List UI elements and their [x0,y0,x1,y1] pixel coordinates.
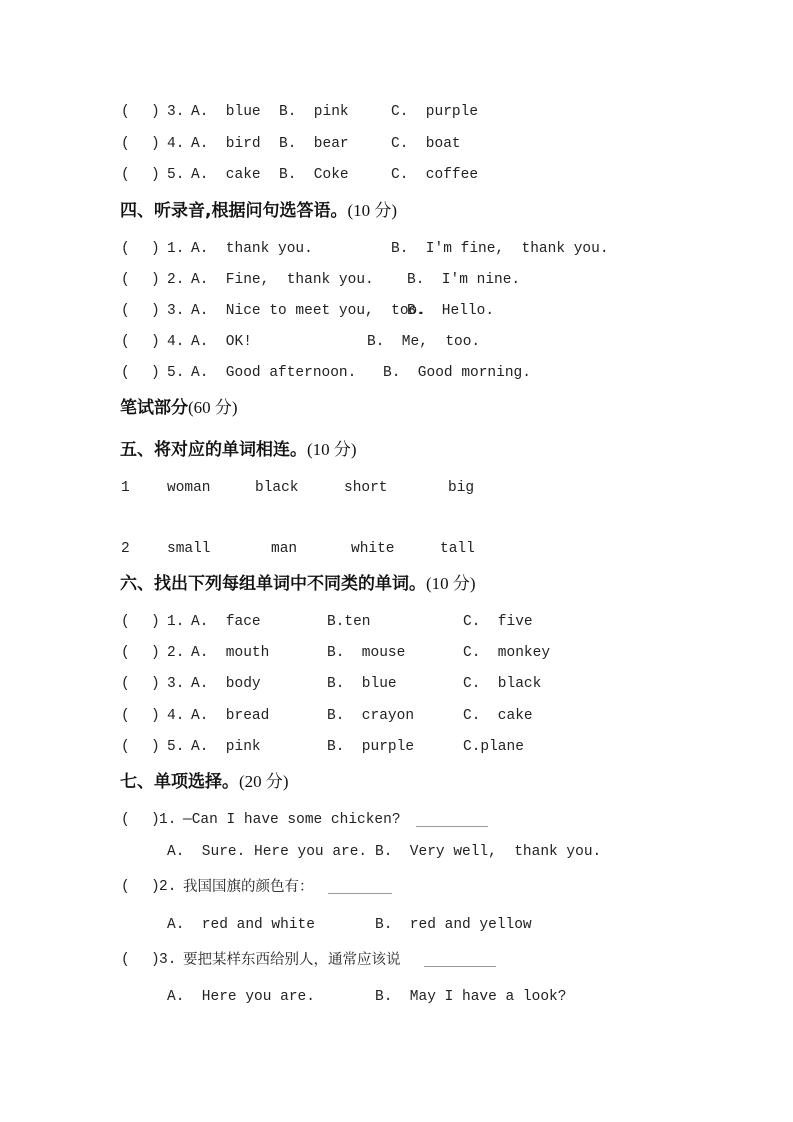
answer-paren-close: ) [151,334,160,350]
option-a: A. blue [191,104,261,120]
answer-paren-close: ) [151,879,160,895]
question-number: 2. [167,272,185,288]
answer-blank[interactable] [416,812,488,827]
answer-paren-close: ) [151,676,160,692]
question-number: 4. [167,708,185,724]
option-a: A. cake [191,167,261,183]
section-heading [120,200,397,222]
option-a: A. mouth [191,645,270,661]
answer-paren-open: ( [121,303,130,319]
answer-paren-close: ) [151,812,160,828]
question-number: 5. [167,167,185,183]
question-number: 4. [167,334,185,350]
option-c: C. cake [463,708,533,724]
answer-paren-close: ) [151,708,160,724]
answer-paren-open: ( [121,136,130,152]
part-title: 笔试部分 [120,398,188,418]
answer-paren-close: ) [151,241,160,257]
option-a: A. Good afternoon. [191,365,357,381]
answer-paren-close: ) [151,272,160,288]
row-number: 1 [121,480,130,496]
section-points: (10 分) [347,201,398,220]
option-b: B. I'm nine. [407,272,521,288]
option-b: B. mouse [327,645,406,661]
row-number: 2 [121,541,130,557]
option-b: B. bear [279,136,349,152]
option-a: A. OK! [191,334,252,350]
written-part-heading [120,397,238,419]
question-number: 4. [167,136,185,152]
answer-paren-close: ) [151,303,160,319]
answer-paren-open: ( [121,614,130,630]
section-title: 四、听录音,根据问句选答语。 [120,201,348,221]
question-number: 5. [167,739,185,755]
answer-blank[interactable] [328,879,392,894]
question-number: 3. [167,303,185,319]
section-heading [120,439,357,461]
match-word: black [255,480,299,496]
option-c: C. monkey [463,645,551,661]
option-a: A. bird [191,136,261,152]
option-a: A. red and white [167,917,315,933]
match-word: big [448,480,475,496]
section-points: (20 分) [239,772,289,791]
option-a: A. Here you are. [167,989,315,1005]
section-heading [120,771,289,793]
option-a: A. Sure. Here you are. [167,844,368,860]
option-b: B.ten [327,614,371,630]
answer-paren-open: ( [121,812,130,828]
question-number: 2. [167,645,185,661]
answer-paren-close: ) [151,365,160,381]
match-word: man [271,541,298,557]
answer-paren-close: ) [151,739,160,755]
question-number: 3. [159,952,177,968]
question-text: —Can I have some chicken? [183,812,401,828]
question-number: 1. [167,241,185,257]
option-c: C. black [463,676,542,692]
section-title: 五、将对应的单词相连。 [120,440,307,460]
option-a: A. Nice to meet you, too. [191,303,426,319]
part-points: (60 分) [188,398,238,417]
option-a: A. Fine, thank you. [191,272,374,288]
answer-paren-close: ) [151,167,160,183]
option-c: C. boat [391,136,461,152]
option-a: A. body [191,676,261,692]
match-word: small [167,541,211,557]
answer-paren-open: ( [121,708,130,724]
option-b: B. Hello. [407,303,495,319]
question-number: 2. [159,879,177,895]
option-b: B. May I have a look? [375,989,567,1005]
question-number: 3. [167,104,185,120]
option-c: C. five [463,614,533,630]
option-b: B. Me, too. [367,334,481,350]
section-heading [120,573,476,595]
question-number: 5. [167,365,185,381]
answer-paren-open: ( [121,645,130,661]
section-points: (10 分) [307,440,357,459]
answer-paren-close: ) [151,952,160,968]
answer-paren-open: ( [121,241,130,257]
option-a: A. face [191,614,261,630]
section-title: 七、单项选择。 [120,772,239,792]
option-b: B. blue [327,676,397,692]
option-b: B. red and yellow [375,917,532,933]
option-b: B. crayon [327,708,415,724]
answer-paren-close: ) [151,136,160,152]
option-b: B. I'm fine, thank you. [391,241,609,257]
answer-paren-open: ( [121,879,130,895]
answer-paren-open: ( [121,365,130,381]
option-c: C. purple [391,104,479,120]
answer-paren-open: ( [121,272,130,288]
answer-paren-open: ( [121,167,130,183]
option-c: C. coffee [391,167,479,183]
answer-paren-open: ( [121,334,130,350]
option-c: C.plane [463,739,524,755]
option-b: B. Good morning. [383,365,531,381]
option-b: B. pink [279,104,349,120]
answer-blank[interactable] [424,952,496,967]
option-a: A. pink [191,739,261,755]
question-number: 1. [167,614,185,630]
answer-paren-open: ( [121,676,130,692]
match-word: tall [440,541,475,557]
section-points: (10 分) [426,574,476,593]
match-word: woman [167,480,211,496]
answer-paren-open: ( [121,104,130,120]
option-b: B. Coke [279,167,349,183]
option-b: B. purple [327,739,415,755]
answer-paren-open: ( [121,952,130,968]
question-number: 1. [159,812,177,828]
question-number: 3. [167,676,185,692]
match-word: white [351,541,395,557]
answer-paren-close: ) [151,104,160,120]
question-text: 要把某样东西给别人，通常应该说 [183,952,401,968]
answer-paren-close: ) [151,614,160,630]
match-word: short [344,480,388,496]
question-text: 我国国旗的颜色有： [183,879,314,895]
option-a: A. bread [191,708,270,724]
section-title: 六、找出下列每组单词中不同类的单词。 [120,574,426,594]
option-a: A. thank you. [191,241,313,257]
answer-paren-close: ) [151,645,160,661]
answer-paren-open: ( [121,739,130,755]
option-b: B. Very well, thank you. [375,844,602,860]
